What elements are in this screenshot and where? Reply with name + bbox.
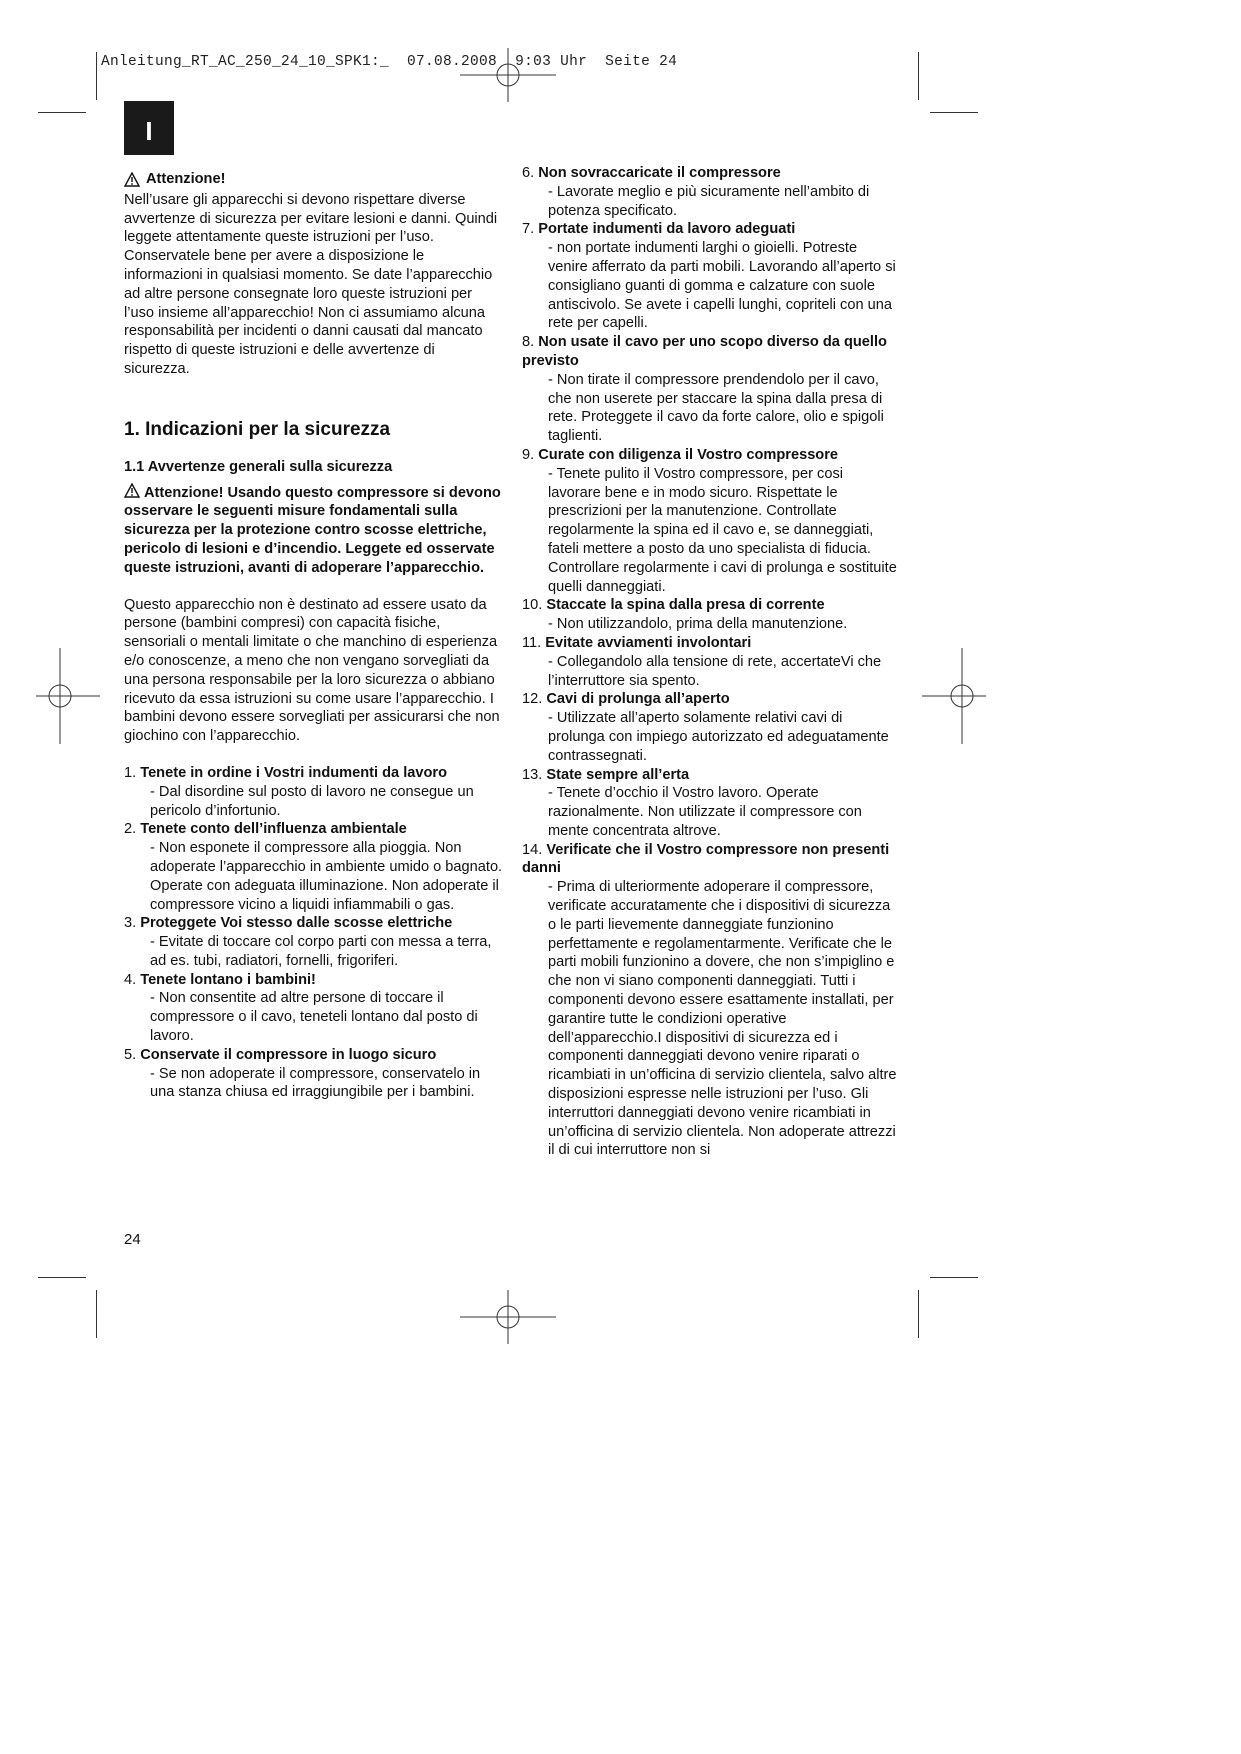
page-number: 24 [124,1231,141,1248]
safety-warning [124,483,504,578]
item-number: 12. [522,691,543,708]
crop-mark [38,112,86,113]
registration-mark-icon [460,1290,556,1344]
item-body: - Collegandolo alla tensione di rete, accertateVi che l’interruttore sia spento. [548,653,882,689]
item-number: 13. [522,766,543,783]
item-title: Verificate che il Vostro compressore non presenti danni [522,841,890,877]
list-item [522,446,897,596]
item-title: Evitate avviamenti involontari [545,634,752,651]
attention-title: Attenzione! [146,171,226,187]
list-item [522,841,897,1161]
attention-heading [124,170,504,189]
intro-paragraph: Nell’usare gli apparecchi si devono rispettare diverse avvertenze di sicurezza per evitare lesioni e danni. Quindi leggete attentamente queste istruzioni per l’uso. Conservatele bene per avere a disposizione le informazioni in qualsiasi momento. Se date l’apparecchio ad altre persone consegnate loro queste istruzioni per l’uso insieme all’apparecchio! Non ci assumiamo alcuna responsabilità per incidenti o danni causati dal mancato rispetto di queste istruzioni e delle avvertenze di sicurezza. [124,191,498,377]
item-body: - Non consentite ad altre persone di toccare il compressore o il cavo, teneteli lontano dal posto di lavoro. [150,990,478,1045]
item-number: 1. [124,764,137,781]
registration-mark-icon [36,648,100,744]
list-item [522,634,897,690]
registration-mark-icon [922,648,986,744]
crop-mark [918,52,919,100]
item-number: 10. [522,597,543,614]
item-number: 8. [522,334,535,351]
warning-triangle-icon [124,483,140,498]
right-column [522,164,897,1160]
crop-mark [930,1277,978,1278]
list-item [124,820,504,914]
safety-list [124,764,504,1102]
list-item [522,596,897,634]
crop-mark [96,1290,97,1338]
crop-mark [38,1277,86,1278]
crop-mark [918,1290,919,1338]
item-body: - Dal disordine sul posto di lavoro ne consegue un pericolo d’infortunio. [150,783,474,819]
warning-triangle-icon [124,172,140,187]
item-number: 7. [522,221,535,238]
item-body: - non portate indumenti larghi o gioielli. Potreste venire afferrato da parti mobili. Lavorando all’aperto si consigliano guanti di gomma e calzature con suole antiscivolo. Se avete i capelli lunghi, copriteli con una rete per capelli. [548,240,896,332]
item-body: - Non utilizzandolo, prima della manutenzione. [548,616,848,633]
list-item [522,220,897,333]
item-number: 9. [522,446,535,463]
item-title: Cavi di prolunga all’aperto [546,691,730,708]
section-title: 1. Indicazioni per la sicurezza [124,418,391,440]
registration-mark-icon [460,48,556,102]
item-title: Tenete conto dell’influenza ambientale [140,821,407,838]
item-body: - Non esponete il compressore alla pioggia. Non adoperate l’apparecchio in ambiente umido o bagnato. Operate con adeguata illuminazione. Non adoperate il compressore vicino a liquidi infiammabili o gas. [150,840,503,913]
item-title: Proteggete Voi stesso dalle scosse elettriche [140,915,453,932]
item-title: Staccate la spina dalla presa di corrente [546,597,825,614]
crop-mark [930,112,978,113]
item-title: Curate con diligenza il Vostro compressore [538,446,839,463]
safety-list [522,164,897,1160]
item-body: - Lavorate meglio e più sicuramente nell’ambito di potenza specificato. [548,183,870,219]
item-body: - Non tirate il compressore prendendolo per il cavo, che non userete per staccare la spina dalla presa di rete. Proteggete il cavo da forte calore, olio e spigoli taglienti. [548,371,884,445]
subsection-title: 1.1 Avvertenze generali sulla sicurezza [124,458,393,475]
item-body: - Se non adoperate il compressore, conservatelo in una stanza chiusa ed irraggiungibile per i bambini. [150,1065,481,1101]
item-title: Non usate il cavo per uno scopo diverso da quello previsto [522,334,887,369]
item-body: - Tenete pulito il Vostro compressore, per cosi lavorare bene e in modo sicuro. Rispettate le prescrizioni per la manutenzione. Controllate regolarmente la spina ed il cavo e, se danneggiati, fateli mettere a posto da uno specialista di fiducia. Controllare regolarmente i cavi di prolunga e sostituite quelli danneggiati. [548,465,897,595]
list-item [124,971,504,1046]
item-body: - Tenete d’occhio il Vostro lavoro. Operate razionalmente. Non utilizzate il compressore con mente concentrata altrove. [548,785,862,839]
item-title: Tenete lontano i bambini! [140,971,316,988]
item-title: Tenete in ordine i Vostri indumenti da lavoro [140,764,448,781]
list-item [522,766,897,841]
list-item [124,1046,504,1102]
list-item [522,164,897,220]
item-body: - Evitate di toccare col corpo parti con messa a terra, ad es. tubi, radiatori, fornelli, frigoriferi. [150,934,492,969]
item-number: 6. [522,165,535,181]
item-number: 4. [124,971,137,988]
item-title: Portate indumenti da lavoro adeguati [538,221,796,238]
language-tab: I [124,101,174,155]
list-item [522,333,897,446]
item-number: 14. [522,841,543,858]
list-item [124,914,504,970]
list-item [124,764,504,820]
crop-mark [96,52,97,100]
item-body: - Prima di ulteriormente adoperare il compressore, verificate accuratamente che i dispositivi di sicurezza o le parti lievemente danneggiate funzionino perfettamente e regolamentarmente. Verificate che le parti mobili funzionino a dovere, che non s’impiglino e che non vi siano componenti danneggiati. Tutti i componenti devono essere esattamente installati, per garantire tutte le condizioni operative dell’apparecchio.I dispositivi di sicurezza ed i componenti danneggiati devono venire riparati o ricambiati in un’officina di servizio clientela, salvo altre disposizioni espresse nelle istruzioni per l’uso. Gli interruttori danneggiati devono venire ricambiati in un’officina di servizio clientela. Non adoperate attrezzi il di cui interruttore non si [548,879,897,1159]
list-item [522,690,897,765]
item-title: State sempre all’erta [546,766,690,783]
usage-restriction-paragraph: Questo apparecchio non è destinato ad essere usato da persone (bambini compresi) con capacità fisiche, sensoriali o mentali limitate o che manchino di esperienza e/o conoscenze, a meno che non vengano sorvegliati da una persona responsabile per la loro sicurezza o abbiano ricevuto da essa istruzioni su come usare l’apparecchio. I bambini devono essere sorvegliati per assicurarsi che non giochino con l’apparecchio. [124,596,500,745]
item-number: 5. [124,1046,137,1063]
left-column [124,170,504,1102]
item-number: 11. [522,634,542,651]
item-title: Conservate il compressore in luogo sicuro [140,1046,437,1063]
print-slug: Anleitung_RT_AC_250_24_10_SPK1:_ 07.08.2008 9:03 Uhr Seite 24 [101,54,678,70]
safety-warning-text: Attenzione! Usando questo compressore si devono osservare le seguenti misure fondamentali sulla sicurezza per la protezione contro scosse elettriche, pericolo di lesioni e d’incendio. Leggete ed osservate queste istruzioni, avanti di adoperare l’apparecchio. [124,484,501,576]
item-number: 2. [124,821,137,838]
item-number: 3. [124,915,137,932]
item-title: Non sovraccaricate il compressore [538,165,781,181]
item-body: - Utilizzate all’aperto solamente relativi cavi di prolunga con impiego autorizzato ed adeguatamente contrassegnati. [548,710,889,764]
